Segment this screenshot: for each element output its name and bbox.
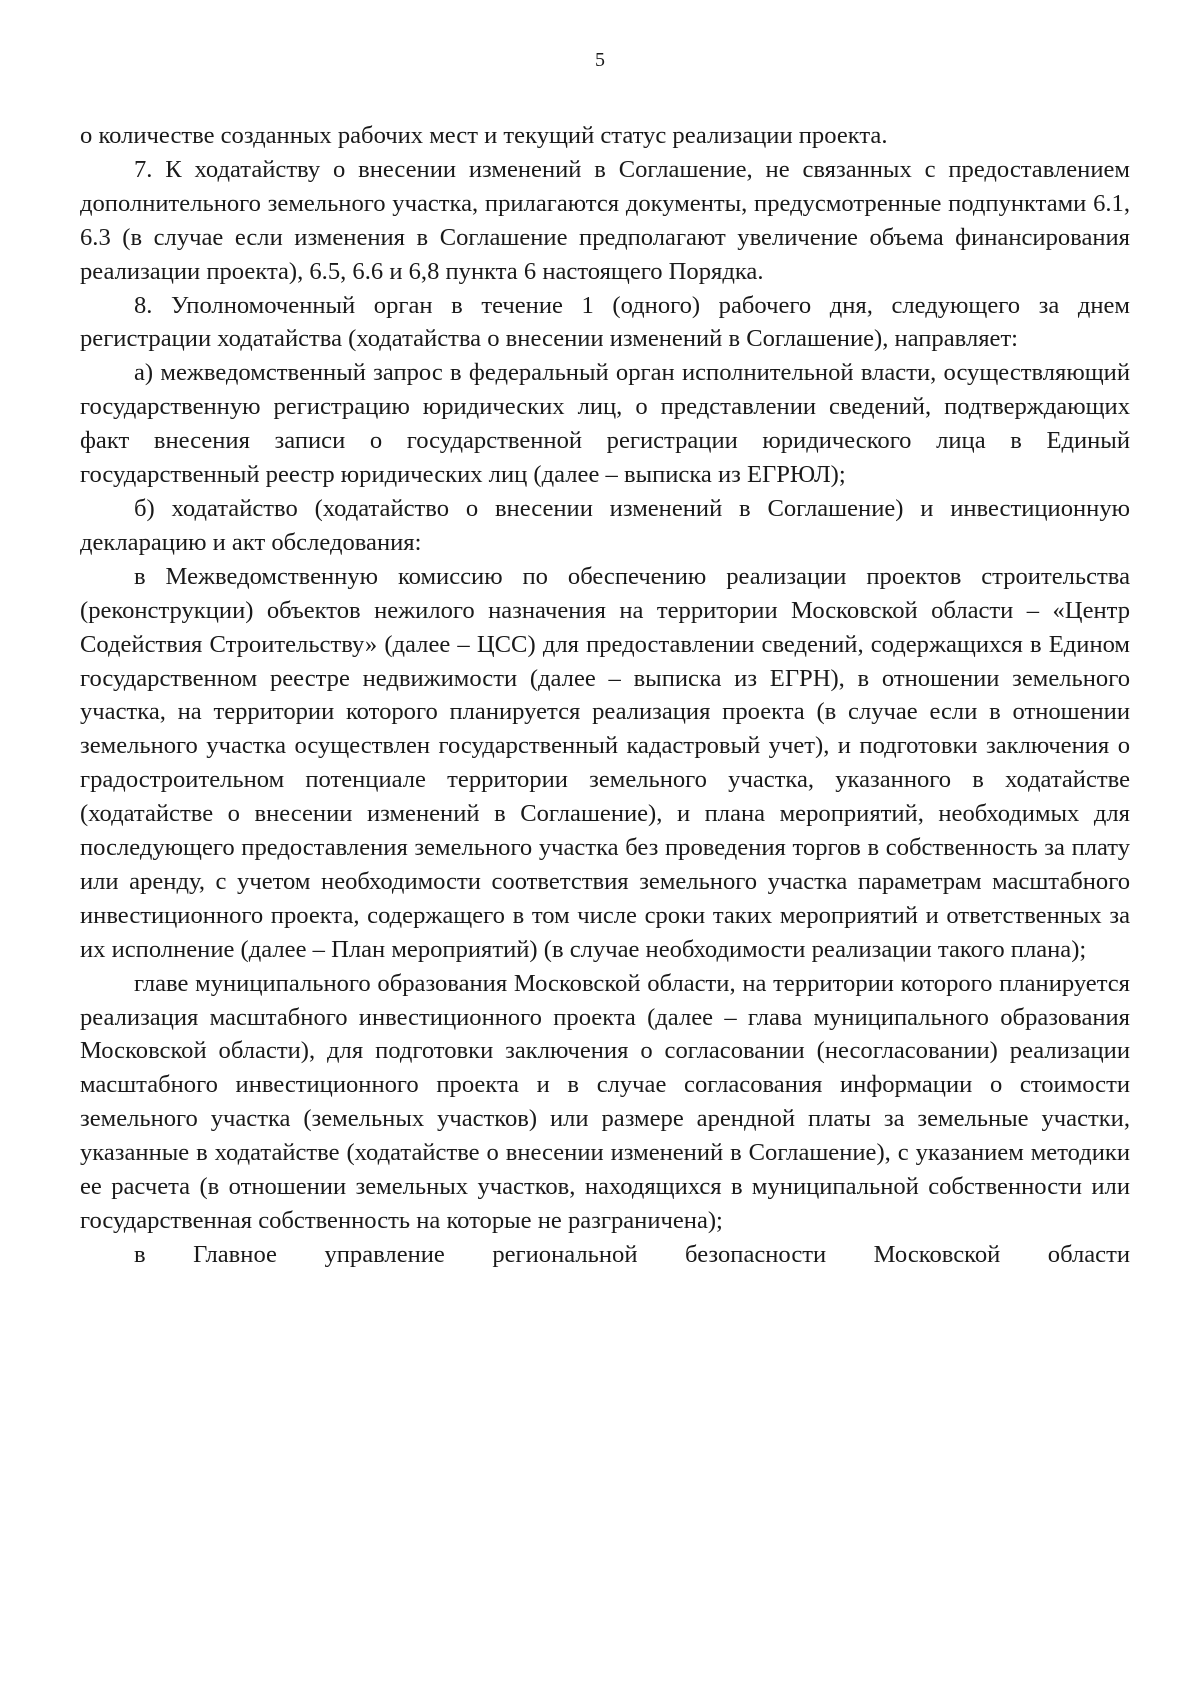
document-body xyxy=(80,119,1130,1272)
page-number: 5 xyxy=(595,49,605,71)
subparagraph-a: а) межведомственный запрос в федеральный орган исполнительной власти, осуществляющий государственную регистрацию юридических лиц, о представлении сведений, подтверждающих факт внесения записи о государственной регистрации юридического лица в Единый государственный реестр юридических лиц (далее – выписка из ЕГРЮЛ); xyxy=(80,359,1130,489)
paragraph-continuation: о количестве созданных рабочих мест и текущий статус реализации проекта. xyxy=(80,122,888,149)
paragraph-css-commission: в Межведомственную комиссию по обеспечению реализации проектов строительства (реконструкции) объектов нежилого назначения на территории Московской области – «Центр Содействия Строительству» (далее – ЦСС) для предоставлении сведений, содержащихся в Едином государственном реестре недвижимости (далее – выписка из ЕГРН), в отношении земельного участка, на территории которого планируется реализация проекта (в случае если в отношении земельного участка осуществлен государственный кадастровый учет), и подготовки заключения о градостроительном потенциале территории земельного участка, указанного в ходатайстве (ходатайстве о внесении изменений в Соглашение), и плана мероприятий, необходимых для последующего предоставления земельного участка без проведения торгов в собственность за плату или аренду, с учетом необходимости соответствия земельного участка параметрам масштабного инвестиционного проекта, содержащего в том числе сроки таких мероприятий и ответственных за их исполнение (далее – План мероприятий) (в случае необходимости реализации такого плана); xyxy=(80,562,1130,963)
paragraph-municipal-head: главе муниципального образования Московской области, на территории которого планируется реализация масштабного инвестиционного проекта (далее – глава муниципального образования Московской области), для подготовки заключения о согласовании (несогласовании) реализации масштабного инвестиционного проекта и в случае согласования информации о стоимости земельного участка (земельных участков) или размере арендной платы за земельные участки, указанные в ходатайстве (ходатайстве о внесении изменений в Соглашение), с указанием методики ее расчета (в отношении земельных участков, находящихся в муниципальной собственности или государственная собственность на которые не разграничена); xyxy=(80,969,1130,1234)
paragraph-item-7: 7. К ходатайству о внесении изменений в Соглашение, не связанных с предоставлением дополнительного земельного участка, прилагаются документы, предусмотренные подпунктами 6.1, 6.3 (в случае если изменения в Соглашение предполагают увеличение объема финансирования реализации проекта), 6.5, 6.6 и 6,8 пункта 6 настоящего Порядка. xyxy=(80,155,1130,285)
paragraph-security-department: в Главное управление региональной безопасности Московской области xyxy=(134,1240,1130,1268)
paragraph-item-8: 8. Уполномоченный орган в течение 1 (одного) рабочего дня, следующего за днем регистрации ходатайства (ходатайства о внесении изменений в Соглашение), направляет: xyxy=(80,291,1130,353)
subparagraph-b: б) ходатайство (ходатайство о внесении изменений в Соглашение) и инвестиционную декларацию и акт обследования: xyxy=(80,494,1130,556)
